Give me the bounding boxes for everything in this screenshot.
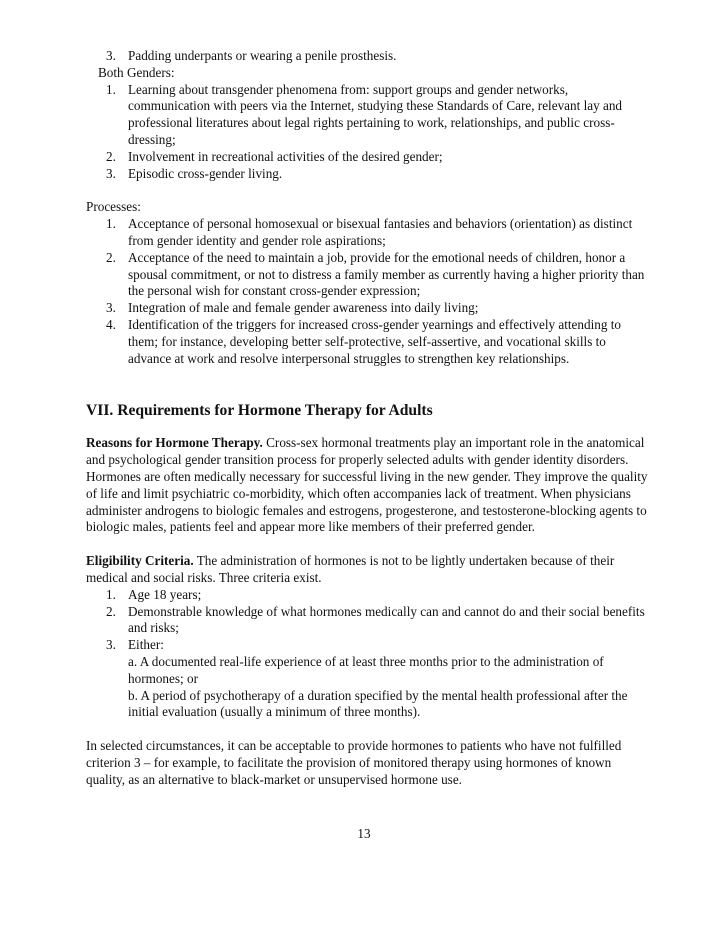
- document-page: [86, 48, 648, 788]
- list-item: [86, 250, 648, 300]
- section-heading: VII. Requirements for Hormone Therapy for Adults: [86, 402, 433, 420]
- list-text: Either:: [128, 637, 164, 653]
- list-text: Acceptance of personal homosexual or bisexual fantasies and behaviors (orientation) as distinct from gender identity and gender role aspirations;: [128, 216, 633, 248]
- list-number: 1.: [106, 81, 116, 97]
- reasons-runin-heading: Reasons for Hormone Therapy.: [86, 435, 263, 451]
- list-text: Integration of male and female gender awareness into daily living;: [128, 300, 479, 316]
- list-text: Demonstrable knowledge of what hormones medically can and cannot do and their social benefits and risks;: [128, 603, 645, 636]
- list-number: 3.: [106, 165, 116, 181]
- closing-paragraph: In selected circumstances, it can be acceptable to provide hormones to patients who have not fulfilled criterion 3 – for example, to facilitate the provision of monitored therapy using hormones of known quality, as an alternative to black-market or unsupervised hormone use.: [86, 738, 622, 787]
- list-item: [86, 48, 648, 65]
- eligibility-paragraph: [86, 553, 648, 587]
- list-item: [86, 300, 648, 317]
- list-text: Involvement in recreational activities of the desired gender;: [128, 148, 443, 164]
- list-text: Padding underpants or wearing a penile prosthesis.: [128, 48, 397, 63]
- list-number: 3.: [106, 48, 116, 63]
- criterion-option-a: a. A documented real-life experience of at least three months prior to the administration of hormones; or: [128, 653, 604, 686]
- list-item: [86, 317, 648, 367]
- list-text: Age 18 years;: [128, 586, 202, 602]
- list-item: [86, 637, 648, 721]
- list-text: Learning about transgender phenomena from: support groups and gender networks, communication with peers via the Internet, studying these Standards of Care, relevant lay and professional literatures about legal rights pertaining to work, relationships, and public cross-dressing;: [128, 81, 623, 147]
- processes-label: Processes:: [86, 199, 141, 215]
- list-number: 4.: [106, 316, 116, 332]
- reasons-paragraph: [86, 435, 648, 536]
- list-text: Episodic cross-gender living.: [128, 165, 283, 181]
- list-number: 2.: [106, 249, 116, 265]
- list-item: [86, 82, 648, 149]
- list-number: 1.: [106, 586, 116, 602]
- list-number: 2.: [106, 148, 116, 164]
- list-number: 1.: [106, 216, 116, 232]
- both-genders-list: [86, 82, 648, 183]
- processes-list: [86, 216, 648, 367]
- both-genders-label: Both Genders:: [98, 64, 175, 80]
- list-number: 3.: [106, 637, 116, 653]
- eligibility-list: [86, 587, 648, 721]
- list-number: 3.: [106, 300, 116, 316]
- list-text: Acceptance of the need to maintain a job, provide for the emotional needs of children, honor a spousal commitment, or not to distress a family member as currently having a higher priority than the personal wish for constant cross-gender expression;: [128, 249, 645, 299]
- list-item: [86, 216, 648, 250]
- criterion-option-b: b. A period of psychotherapy of a duration specified by the mental health professional after the initial evaluation (usually a minimum of three months).: [128, 687, 628, 720]
- list-item: [86, 166, 648, 183]
- reasons-text: Cross-sex hormonal treatments play an important role in the anatomical and psychological gender transition process for properly selected adults with gender identity disorders. Hormones are often medically necessary for successful living in the new gender. They improve the quality of life and limit psychiatric co-morbidity, which often accompanies lack of treatment. When physicians administer androgens to biologic females and estrogens, progesterone, and testosterone-blocking agents to biologic males, patients feel and appear more like members of their preferred gender.: [86, 435, 648, 535]
- eligibility-runin-heading: Eligibility Criteria.: [86, 553, 194, 569]
- list-item: [86, 587, 648, 604]
- list-item: [86, 604, 648, 638]
- list-number: 2.: [106, 603, 116, 619]
- list-item: [86, 149, 648, 166]
- eligibility-text: The administration of hormones is not to be lightly undertaken because of their medical and social risks. Three criteria exist.: [86, 553, 615, 585]
- list-text: Identification of the triggers for increased cross-gender yearnings and effectively attending to them; for instance, developing better self-protective, self-assertive, and vocational skills to advance at work and resolve interpersonal struggles to strengthen key relationships.: [128, 316, 621, 366]
- page-number: 13: [357, 826, 371, 841]
